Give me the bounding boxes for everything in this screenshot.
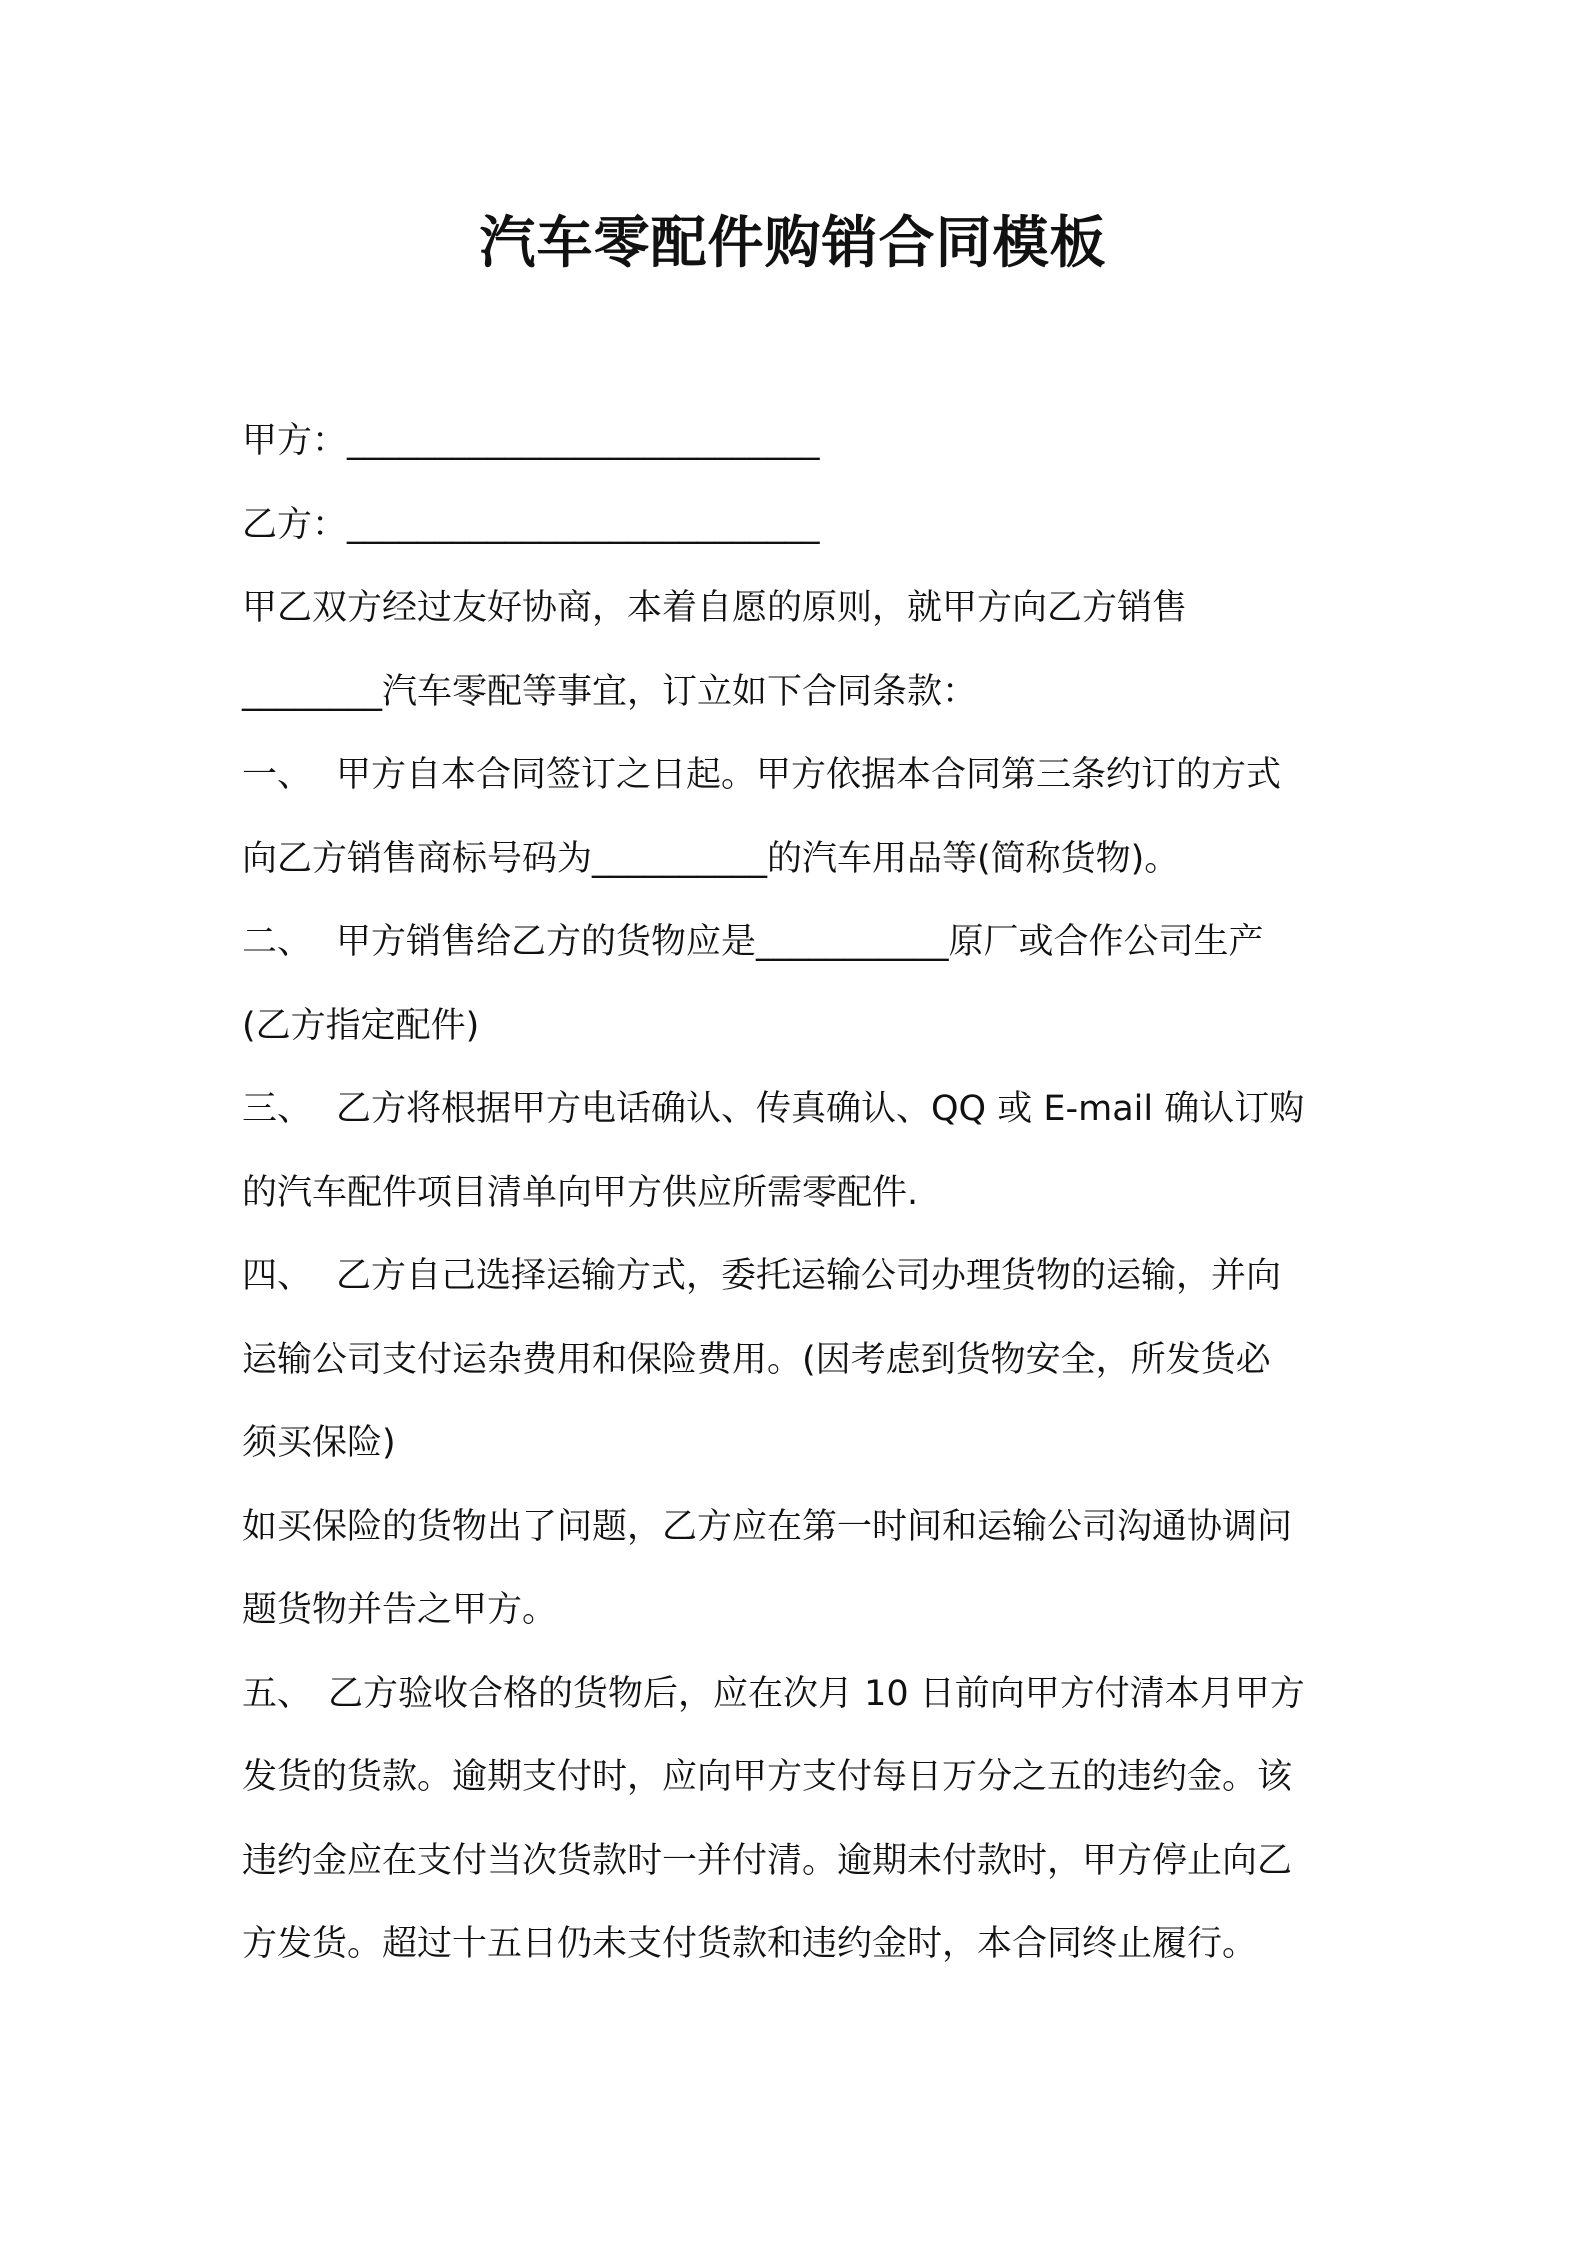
clause-2-line-1 bbox=[242, 901, 1362, 985]
clause-2-number: 二、 bbox=[242, 922, 313, 962]
clause-5-text: 乙方验收合格的货物后，应在次月 10 日前向甲方付清本月甲方 bbox=[328, 1673, 1305, 1714]
party-a-line: 甲方：___________________________ bbox=[242, 421, 820, 461]
clause-2-line-2: (乙方指定配件) bbox=[242, 1005, 480, 1046]
clause-4-text: 乙方自己选择运输方式，委托运输公司办理货物的运输，并向 bbox=[336, 1256, 1282, 1296]
clause-4-line-2: 运输公司支付运杂费用和保险费用。(因考虑到货物安全，所发货必 bbox=[242, 1339, 1271, 1380]
clause-5-line-3: 违约金应在支付当次货款时一并付清。逾期未付款时，甲方停止向乙 bbox=[242, 1840, 1293, 1881]
intro-line-1: 甲乙双方经过友好协商，本着自愿的原则，就甲方向乙方销售 bbox=[242, 588, 1188, 628]
clause-5-line-1 bbox=[242, 1653, 1362, 1737]
clause-1-text: 甲方自本合同签订之日起。甲方依据本合同第三条约订的方式 bbox=[336, 755, 1282, 795]
party-b-line: 乙方：___________________________ bbox=[242, 504, 820, 545]
clause-5-line-4: 方发货。超过十五日仍未支付货款和违约金时，本合同终止履行。 bbox=[242, 1924, 1258, 1964]
clause-1-line-2: 向乙方销售商标号码为__________的汽车用品等(简称货物)。 bbox=[242, 838, 1180, 879]
clause-1-number: 一、 bbox=[242, 755, 313, 795]
clause-3-line-1 bbox=[242, 1068, 1362, 1152]
clause-4-line-3: 须买保险) bbox=[242, 1423, 396, 1463]
clause-4-line-4: 如买保险的货物出了问题，乙方应在第一时间和运输公司沟通协调问 bbox=[242, 1506, 1293, 1547]
clause-4-line-5: 题货物并告之甲方。 bbox=[242, 1590, 558, 1630]
clause-1-line-1 bbox=[242, 734, 1362, 818]
clause-2-text: 甲方销售给乙方的货物应是___________原厂或合作公司生产 bbox=[336, 922, 1264, 962]
contract-body bbox=[242, 400, 1362, 1987]
intro-line-2: ________汽车零配等事宜，订立如下合同条款： bbox=[242, 671, 978, 712]
clause-3-line-2: 的汽车配件项目清单向甲方供应所需零配件. bbox=[242, 1172, 919, 1213]
clause-3-number: 三、 bbox=[242, 1089, 313, 1129]
clause-5-number: 五、 bbox=[242, 1673, 313, 1714]
clause-4-line-1 bbox=[242, 1235, 1362, 1319]
clause-3-text: 乙方将根据甲方电话确认、传真确认、QQ 或 E-mail 确认订购 bbox=[336, 1089, 1305, 1129]
clause-4-number: 四、 bbox=[242, 1256, 313, 1296]
clause-5-line-2: 发货的货款。逾期支付时，应向甲方支付每日万分之五的违约金。该 bbox=[242, 1757, 1293, 1797]
document-title: 汽车零配件购销合同模板 bbox=[479, 211, 1107, 276]
